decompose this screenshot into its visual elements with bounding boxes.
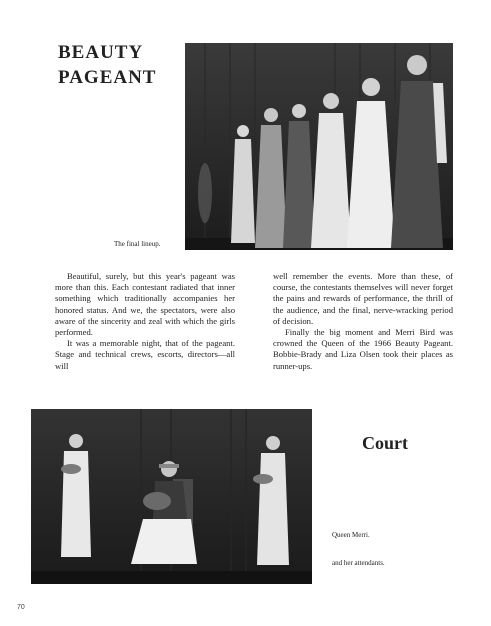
page-number: 70 — [17, 604, 25, 611]
court-photo — [31, 409, 312, 584]
article-column-right — [273, 271, 453, 372]
lineup-photo — [185, 43, 453, 250]
article-paragraph: It was a memorable night, that of the pageant. Stage and technical crews, escorts, directors—all will — [55, 338, 235, 371]
lineup-caption: The final lineup. — [114, 240, 161, 248]
title-line-2: PAGEANT — [58, 67, 157, 88]
article-paragraph: well remember the events. More than these, of course, the contestants themselves will never forget the pains and rewards of performance, the thrill of the audience, and the final, nerve-wracking period of decision. — [273, 271, 453, 326]
article-paragraph: Finally the big moment and Merri Bird was crowned the Queen of the 1966 Beauty Pageant. Bobbie-Brady and Liza Olsen took their places as runner-ups. — [273, 327, 453, 371]
court-heading: Court — [362, 433, 408, 453]
article-paragraph: Beautiful, surely, but this year's pageant was more than this. Each contestant radiated that inner something which traditionally accompanies her honored status. And we, the spectators, were also aware of the sincerity and zeal with which the girls performed. — [55, 271, 235, 338]
queen-caption: Queen Merri. — [332, 531, 370, 539]
page-title — [58, 40, 156, 90]
article-column-left — [55, 271, 235, 372]
attendants-caption: and her attendants. — [332, 559, 385, 567]
title-line-1: BEAUTY — [58, 42, 144, 63]
